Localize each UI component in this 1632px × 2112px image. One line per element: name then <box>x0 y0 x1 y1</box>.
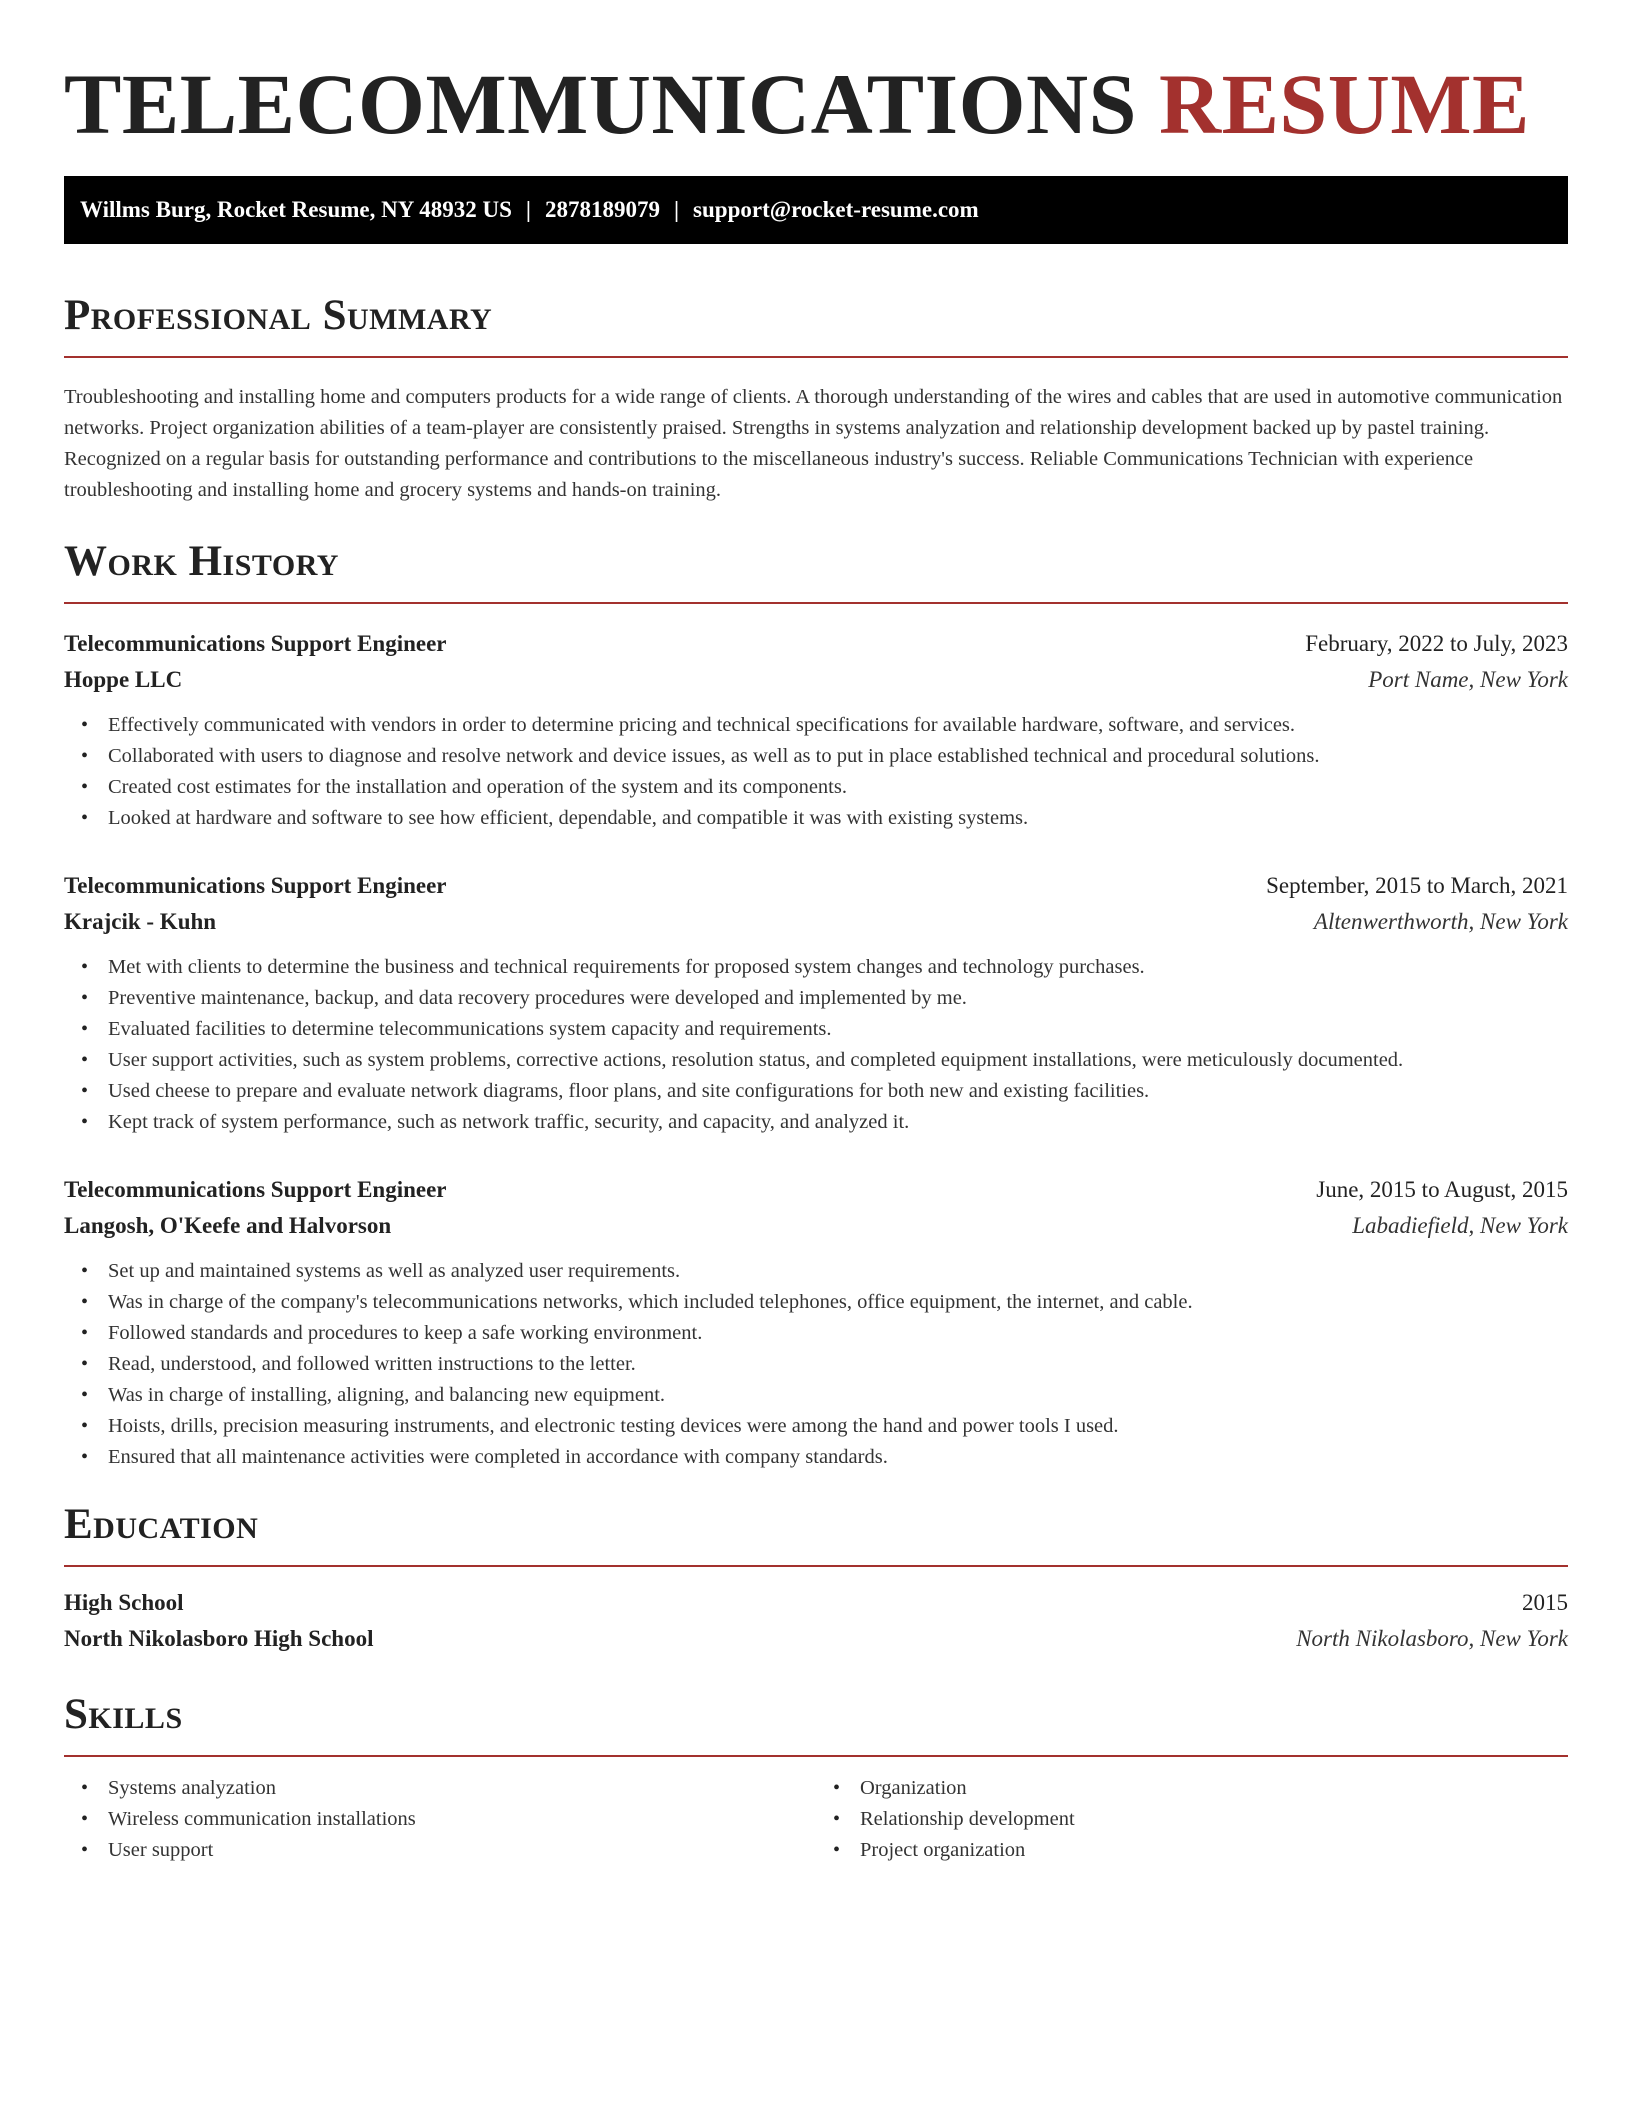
job-bullet: • Effectively communicated with vendors in order to determine pricing and technical specifications for available hardware, software, and services. <box>64 710 1568 741</box>
job-title: Telecommunications Support Engineer <box>64 873 447 898</box>
job-company: Langosh, O'Keefe and Halvorson <box>64 1213 392 1238</box>
job-bullet: • Evaluated facilities to determine telecommunications system capacity and requirements. <box>64 1014 1568 1045</box>
skill-item: • Relationship development <box>816 1804 1568 1835</box>
job-header-row <box>64 626 1568 662</box>
contact-email[interactable]: support@rocket-resume.com <box>693 197 979 222</box>
section-divider <box>64 1565 1568 1567</box>
skills-column-left <box>64 1773 816 1866</box>
section-divider <box>64 1755 1568 1757</box>
professional-summary-section <box>64 290 1568 506</box>
job-location: Labadiefield, New York <box>1352 1213 1568 1238</box>
job-bullet: • Collaborated with users to diagnose and resolve network and device issues, as well as to put in place established technical and procedural solutions. <box>64 741 1568 772</box>
education-degree: High School <box>64 1590 184 1615</box>
section-heading-summary: Professional Summary <box>64 292 493 339</box>
job-bullet: • Looked at hardware and software to see how efficient, dependable, and compatible it was with existing systems. <box>64 803 1568 834</box>
job-bullet: • Used cheese to prepare and evaluate network diagrams, floor plans, and site configurations for both new and existing facilities. <box>64 1076 1568 1107</box>
job-header-row <box>64 868 1568 904</box>
education-location: North Nikolasboro, New York <box>1296 1626 1568 1651</box>
job-title: Telecommunications Support Engineer <box>64 1177 447 1202</box>
job-bullet: • Preventive maintenance, backup, and data recovery procedures were developed and implemented by me. <box>64 983 1568 1014</box>
job-location: Port Name, New York <box>1368 667 1568 692</box>
job-bullet: • Ensured that all maintenance activities were completed in accordance with company standards. <box>64 1442 1568 1473</box>
education-section <box>64 1499 1568 1657</box>
job-bullets <box>64 952 1568 1138</box>
skills-grid <box>64 1773 1568 1866</box>
section-heading-work: Work History <box>64 538 339 585</box>
job-entry <box>64 868 1568 1138</box>
education-entry <box>64 1585 1568 1657</box>
contact-phone: 2878189079 <box>544 197 660 222</box>
job-bullet: • Met with clients to determine the business and technical requirements for proposed system changes and technology purchases. <box>64 952 1568 983</box>
job-bullets <box>64 1256 1568 1473</box>
job-bullet: • Followed standards and procedures to keep a safe working environment. <box>64 1318 1568 1349</box>
resume-title <box>64 0 1568 154</box>
job-entry <box>64 626 1568 834</box>
job-bullet: • Was in charge of the company's telecommunications networks, which included telephones, office equipment, the internet, and cable. <box>64 1287 1568 1318</box>
skill-item: • Project organization <box>816 1835 1568 1866</box>
section-heading-skills: Skills <box>64 1691 183 1738</box>
skill-item: • User support <box>64 1835 816 1866</box>
contact-address: Willms Burg, Rocket Resume, NY 48932 US <box>80 197 512 222</box>
job-company-row <box>64 904 1568 940</box>
contact-separator: | <box>673 197 680 222</box>
job-company: Hoppe LLC <box>64 667 183 692</box>
education-year: 2015 <box>1522 1590 1568 1615</box>
work-history-section <box>64 536 1568 1473</box>
job-bullet: • User support activities, such as system problems, corrective actions, resolution status, and completed equipment installations, were meticulously documented. <box>64 1045 1568 1076</box>
section-divider <box>64 356 1568 358</box>
job-company-row <box>64 662 1568 698</box>
job-bullet: • Set up and maintained systems as well as analyzed user requirements. <box>64 1256 1568 1287</box>
job-entry <box>64 1172 1568 1473</box>
job-dates: June, 2015 to August, 2015 <box>1316 1177 1568 1202</box>
job-bullet: • Was in charge of installing, aligning, and balancing new equipment. <box>64 1380 1568 1411</box>
job-header-row <box>64 1172 1568 1208</box>
skills-section <box>64 1689 1568 1866</box>
section-heading-education: Education <box>64 1501 259 1548</box>
skill-item: • Wireless communication installations <box>64 1804 816 1835</box>
job-dates: February, 2022 to July, 2023 <box>1305 631 1568 656</box>
title-main: TELECOMMUNICATIONS <box>64 56 1137 152</box>
job-company: Krajcik - Kuhn <box>64 909 217 934</box>
job-bullet: • Created cost estimates for the installation and operation of the system and its components. <box>64 772 1568 803</box>
job-bullets <box>64 710 1568 834</box>
job-location: Altenwerthworth, New York <box>1313 909 1568 934</box>
job-title: Telecommunications Support Engineer <box>64 631 447 656</box>
education-degree-row <box>64 1585 1568 1621</box>
job-bullet: • Hoists, drills, precision measuring instruments, and electronic testing devices were among the hand and power tools I used. <box>64 1411 1568 1442</box>
contact-bar <box>64 176 1568 244</box>
skill-item: • Organization <box>816 1773 1568 1804</box>
job-bullet: • Read, understood, and followed written instructions to the letter. <box>64 1349 1568 1380</box>
education-school: North Nikolasboro High School <box>64 1626 374 1651</box>
skills-column-right <box>816 1773 1568 1866</box>
job-dates: September, 2015 to March, 2021 <box>1266 873 1568 898</box>
education-school-row <box>64 1621 1568 1657</box>
job-bullet: • Kept track of system performance, such as network traffic, security, and capacity, and analyzed it. <box>64 1107 1568 1138</box>
skill-item: • Systems analyzation <box>64 1773 816 1804</box>
job-company-row <box>64 1208 1568 1244</box>
contact-separator: | <box>525 197 531 222</box>
summary-text: Troubleshooting and installing home and computers products for a wide range of clients. A thorough understanding of the wires and cables that are used in automotive communication networks. Project organization abilities of a team-player are consistently praised. Strengths in systems analyzation and relationship development backed up by pastel training. Recognized on a regular basis for outstanding performance and contributions to the miscellaneous industry's success. Reliable Communications Technician with experience troubleshooting and installing home and grocery systems and hands-on training. <box>64 386 1563 501</box>
title-accent: RESUME <box>1158 56 1530 152</box>
section-divider <box>64 602 1568 604</box>
